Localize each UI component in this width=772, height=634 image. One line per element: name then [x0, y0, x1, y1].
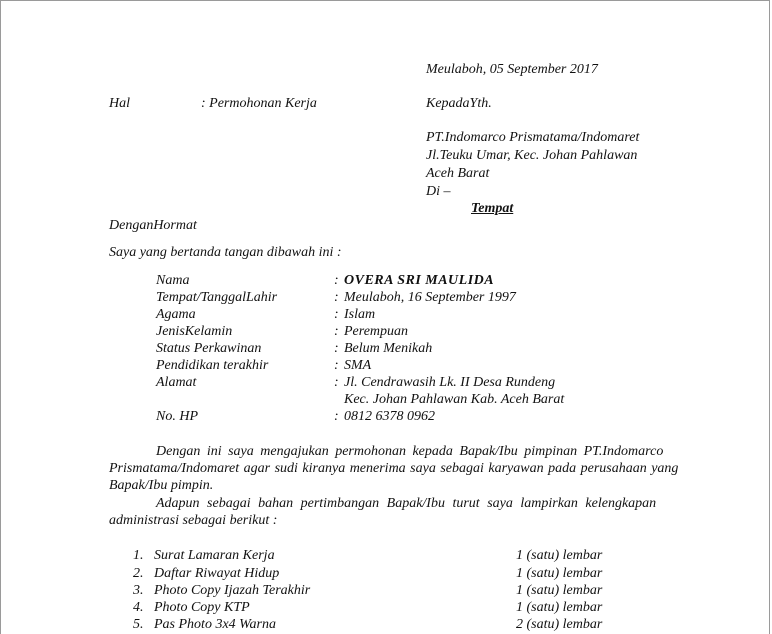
detail-value-education: SMA: [344, 358, 372, 373]
detail-label-religion: Agama: [156, 307, 196, 322]
detail-colon: :: [334, 273, 339, 288]
attachment-qty: 1 (satu) lembar: [516, 583, 603, 598]
attachment-num: 5.: [133, 617, 144, 632]
attachment-item: Pas Photo 3x4 Warna: [154, 617, 276, 632]
attachment-item: Surat Lamaran Kerja: [154, 548, 275, 563]
detail-value-birth: Meulaboh, 16 September 1997: [344, 290, 516, 305]
detail-value-marital: Belum Menikah: [344, 341, 433, 356]
attachment-item: Daftar Riwayat Hidup: [154, 566, 280, 581]
recipient-place: Tempat: [471, 201, 514, 216]
date-line: Meulaboh, 05 September 2017: [426, 62, 598, 77]
detail-label-name: Nama: [156, 273, 190, 288]
attachment-qty: 1 (satu) lembar: [516, 600, 603, 615]
paragraph1-line2: Prismatama/Indomaret agar sudi kiranya menerima saya sebagai karyawan pada perusahaan yang: [109, 461, 679, 476]
greeting: DenganHormat: [109, 218, 197, 233]
attachment-qty: 1 (satu) lembar: [516, 566, 603, 581]
detail-label-birth: Tempat/TanggalLahir: [156, 290, 278, 305]
attachment-qty: 2 (satu) lembar: [516, 617, 603, 632]
paragraph1-line1: Dengan ini saya mengajukan permohonan kepada Bapak/Ibu pimpinan PT.Indomarco: [156, 444, 664, 459]
detail-colon: :: [334, 307, 339, 322]
detail-label-address: Alamat: [156, 375, 197, 390]
subject-label: Hal: [109, 96, 130, 111]
detail-colon: :: [334, 375, 339, 390]
attachment-item: Photo Copy KTP: [154, 600, 250, 615]
detail-label-phone: No. HP: [156, 409, 198, 424]
detail-label-marital: Status Perkawinan: [156, 341, 262, 356]
detail-value-phone: 0812 6378 0962: [344, 409, 435, 424]
subject-value: : Permohonan Kerja: [201, 96, 317, 111]
detail-value-religion: Islam: [344, 307, 376, 322]
detail-colon: :: [334, 290, 339, 305]
paragraph2-line2: administrasi sebagai berikut :: [109, 513, 278, 528]
recipient-line-1: PT.Indomarco Prismatama/Indomaret: [426, 130, 640, 145]
attachment-num: 1.: [133, 548, 144, 563]
detail-value-gender: Perempuan: [344, 324, 409, 339]
attachment-num: 3.: [133, 583, 144, 598]
recipient-line-4: Di –: [426, 184, 451, 199]
paragraph1-line3: Bapak/Ibu pimpin.: [109, 478, 214, 493]
detail-label-gender: JenisKelamin: [156, 324, 233, 339]
recipient-header: KepadaYth.: [426, 96, 492, 111]
attachment-num: 4.: [133, 600, 144, 615]
detail-value-name: OVERA SRI MAULIDA: [344, 273, 495, 288]
paragraph2-line1: Adapun sebagai bahan pertimbangan Bapak/Ibu turut saya lampirkan kelengkapan: [156, 496, 657, 511]
recipient-line-2: Jl.Teuku Umar, Kec. Johan Pahlawan: [426, 148, 638, 163]
attachment-qty: 1 (satu) lembar: [516, 548, 603, 563]
recipient-line-3: Aceh Barat: [426, 166, 490, 181]
detail-colon: :: [334, 341, 339, 356]
attachment-num: 2.: [133, 566, 144, 581]
detail-label-education: Pendidikan terakhir: [156, 358, 269, 373]
detail-colon: :: [334, 324, 339, 339]
detail-value-address-2: Kec. Johan Pahlawan Kab. Aceh Barat: [344, 392, 565, 407]
intro-line: Saya yang bertanda tangan dibawah ini :: [109, 245, 342, 260]
detail-colon: :: [334, 409, 339, 424]
attachment-item: Photo Copy Ijazah Terakhir: [154, 583, 311, 598]
detail-colon: :: [334, 358, 339, 373]
detail-value-address: Jl. Cendrawasih Lk. II Desa Rundeng: [344, 375, 556, 390]
